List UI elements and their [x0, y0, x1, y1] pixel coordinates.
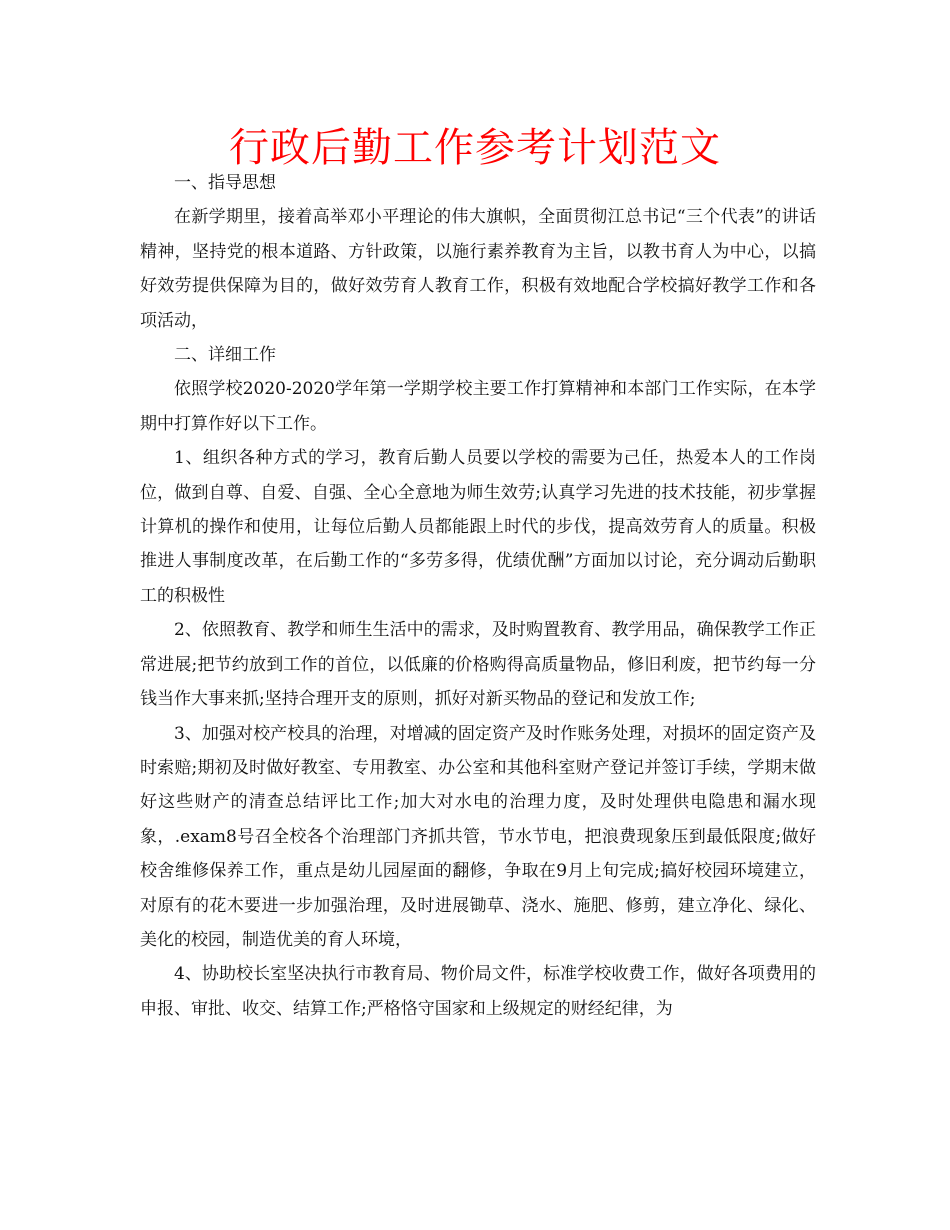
document-body	[140, 166, 816, 1026]
paragraph-item-4: 4、协助校长室坚决执行市教育局、物价局文件，标准学校收费工作，做好各项费用的申报、审批、收交、结算工作;严格恪守国家和上级规定的财经纪律，为	[140, 964, 816, 1019]
section-heading-guiding-thought: 一、指导思想	[174, 173, 276, 193]
document-title: 行政后勤工作参考计划范文	[229, 125, 721, 171]
paragraph-item-3: 3、加强对校产校具的治理，对增减的固定资产及时作账务处理，对损坏的固定资产及时索赔;期初及时做好教室、专用教室、办公室和其他科室财产登记并签订手续，学期末做好这些财产的清查总结评比工作;加大对水电的治理力度，及时处理供电隐患和漏水现象，.exam8号召全校各个治理部门齐抓共管，节水节电，把浪费现象压到最低限度;做好校舍维修保养工作，重点是幼儿园屋面的翻修，争取在9月上旬完成;搞好校园环境建立，对原有的花木要进一步加强治理，及时进展锄草、浇水、施肥、修剪，建立净化、绿化、美化的校园，制造优美的育人环境，	[140, 723, 816, 950]
paragraph-work-intro: 依照学校2020-2020学年第一学期学校主要工作打算精神和本部门工作实际，在本学期中打算作好以下工作。	[140, 379, 816, 434]
paragraph-item-1: 1、组织各种方式的学习，教育后勤人员要以学校的需要为己任，热爱本人的工作岗位，做到自尊、自爱、自强、全心全意地为师生效劳;认真学习先进的技术技能，初步掌握计算机的操作和使用，让每位后勤人员都能跟上时代的步伐，提高效劳育人的质量。积极推进人事制度改革，在后勤工作的“多劳多得，优绩优酬”方面加以讨论，充分调动后勤职工的积极性	[140, 448, 816, 606]
paragraph-item-2: 2、依照教育、教学和师生生活中的需求，及时购置教育、教学用品，确保教学工作正常进展;把节约放到工作的首位，以低廉的价格购得高质量物品，修旧利废，把节约每一分钱当作大事来抓;坚持合理开支的原则，抓好对新买物品的登记和发放工作;	[140, 620, 816, 710]
section-heading-detailed-work: 二、详细工作	[174, 345, 276, 366]
paragraph-guiding-thought: 在新学期里，接着高举邓小平理论的伟大旗帜，全面贯彻江总书记“三个代表”的讲话精神，坚持党的根本道路、方针政策，以施行素养教育为主旨，以教书育人为中心，以搞好效劳提供保障为目的，做好效劳育人教育工作，积极有效地配合学校搞好教学工作和各项活动，	[140, 207, 816, 331]
